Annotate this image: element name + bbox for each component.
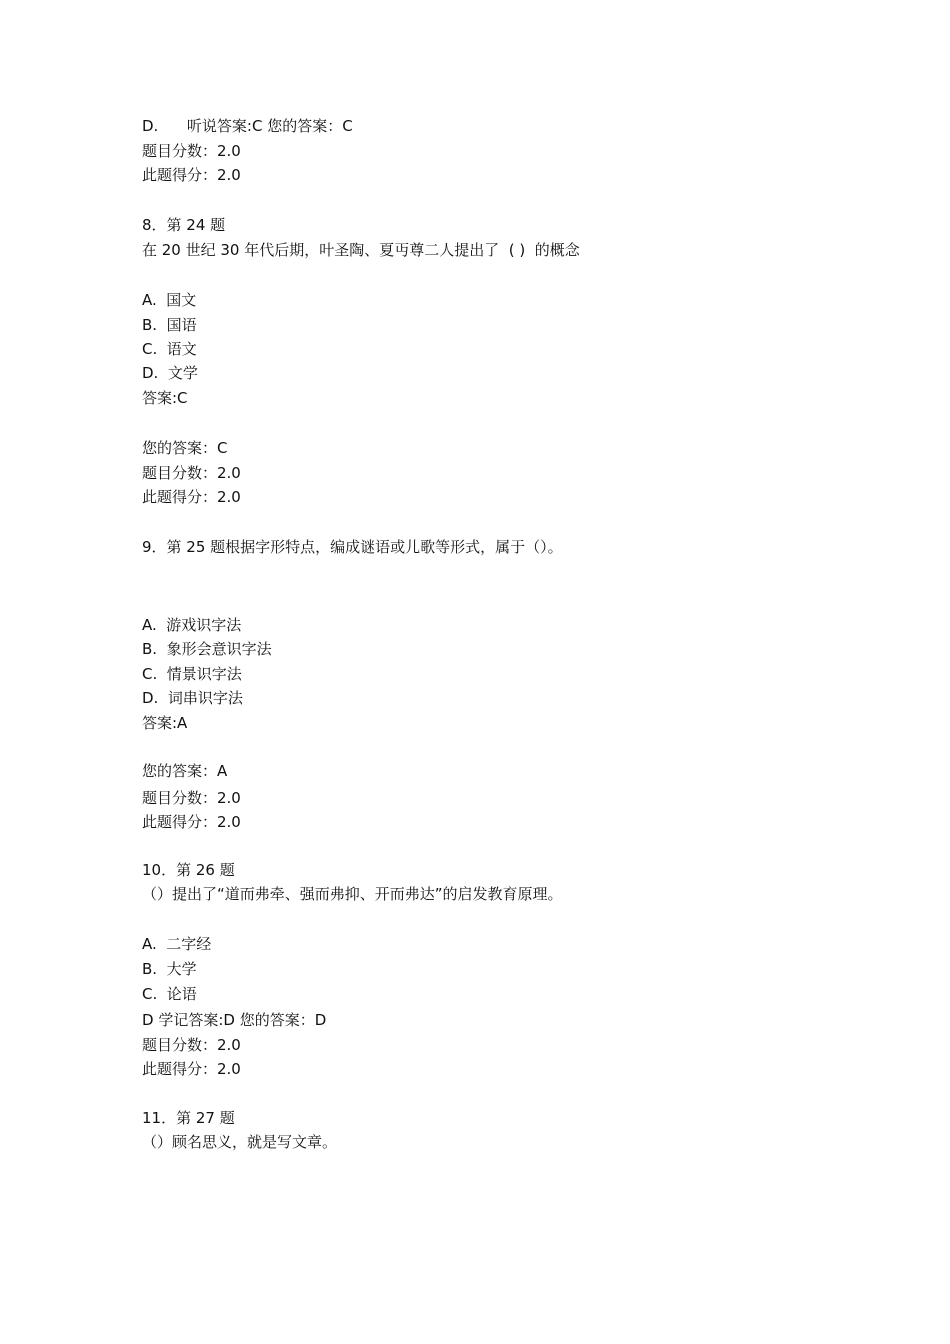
q9-option-d: D. 词串识字法 xyxy=(142,689,243,707)
q8-option-d: D. 文学 xyxy=(142,364,198,382)
q10-total-score: 题目分数：2.0 xyxy=(142,1036,241,1054)
q10-option-c: C. 论语 xyxy=(142,985,197,1003)
q7-earned-score: 此题得分：2.0 xyxy=(142,166,241,184)
q8-option-c: C. 语文 xyxy=(142,340,197,358)
q9-earned-score: 此题得分：2.0 xyxy=(142,813,241,831)
q8-option-a: A. 国文 xyxy=(142,291,197,309)
q9-total-score: 题目分数：2.0 xyxy=(142,789,241,807)
q9-correct-answer: 答案:A xyxy=(142,714,188,732)
q8-correct-answer: 答案:C xyxy=(142,389,188,407)
q8-earned-score: 此题得分：2.0 xyxy=(142,488,241,506)
q9-your-answer: 您的答案：A xyxy=(142,762,228,780)
q9-option-a: A. 游戏识字法 xyxy=(142,616,242,634)
q8-heading: 8．第 24 题 xyxy=(142,216,226,234)
q9-option-c: C. 情景识字法 xyxy=(142,665,242,683)
q10-option-a: A. 二字经 xyxy=(142,935,212,953)
q10-option-d-answer-line: D 学记答案:D 您的答案：D xyxy=(142,1011,327,1029)
q8-your-answer: 您的答案：C xyxy=(142,439,228,457)
q9-option-b: B. 象形会意识字法 xyxy=(142,640,272,658)
q10-option-b: B. 大学 xyxy=(142,960,197,978)
q8-question-text: 在 20 世纪 30 年代后期，叶圣陶、夏丏尊二人提出了 ( ) 的概念 xyxy=(142,241,580,259)
q11-heading: 11．第 27 题 xyxy=(142,1109,235,1127)
q7-option-d-answer-line: D. 听说答案:C 您的答案：C xyxy=(142,117,353,135)
q10-question-text: （）提出了“道而弗牵、强而弗抑、开而弗达”的启发教育原理。 xyxy=(142,885,563,903)
q8-option-b: B. 国语 xyxy=(142,316,197,334)
q7-total-score: 题目分数：2.0 xyxy=(142,142,241,160)
q8-total-score: 题目分数：2.0 xyxy=(142,464,241,482)
q10-earned-score: 此题得分：2.0 xyxy=(142,1060,241,1078)
q10-heading: 10．第 26 题 xyxy=(142,861,235,879)
q11-question-text: （）顾名思义，就是写文章。 xyxy=(142,1133,338,1151)
q9-heading-question: 9．第 25 题根据字形特点，编成谜语或儿歌等形式，属于（）。 xyxy=(142,538,563,556)
